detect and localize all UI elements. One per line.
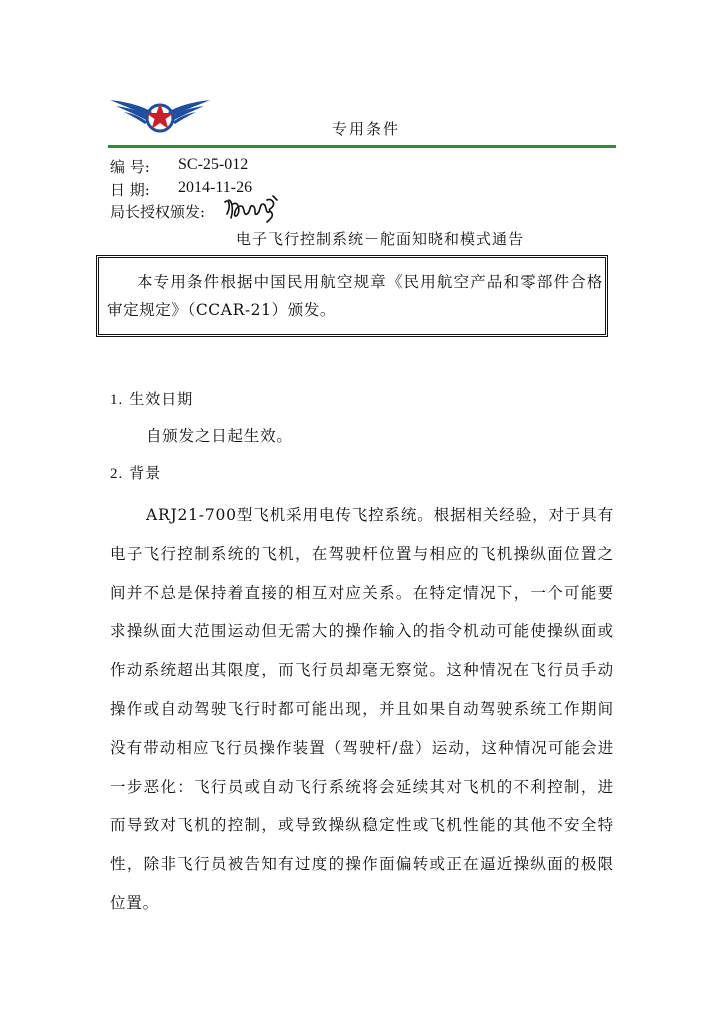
document-date-row [110, 179, 253, 200]
handwritten-signature [223, 192, 283, 224]
authorization-row [110, 201, 205, 222]
header-divider [108, 145, 616, 148]
document-number-label: 编 号: [110, 158, 150, 176]
section-number: 2. [110, 466, 124, 482]
issuance-notice-text: 本专用条件根据中国民用航空规章《民用航空产品和零部件合格审定规定》（CCAR-21）颁发。 [107, 273, 603, 319]
section-body-background: ARJ21-700型飞机采用电传飞控系统。根据相关经验，对于具有电子飞行控制系统的飞机，在驾驶杆位置与相应的飞机操纵面位置之间并不总是保持着直接的相互对应关系。在特定情况下，一个可能要求操纵面大范围运动但无需大的操作输入的指令机动可能使操纵面或作动系统超出其限度，而飞行员却毫无察觉。这种情况在飞行员手动操作或自动驾驶飞行时都可能出现，并且如果自动驾驶系统工作期间没有带动相应飞行员操作装置（驾驶杆/盘）运动，这种情况可能会进一步恶化：飞行员或自动飞行系统将会延续其对飞机的不利控制，进而导致对飞机的控制，或导致操纵稳定性或飞机性能的其他不安全特性，除非飞行员被告知有过度的操作面偏转或正在逼近操纵面的极限位置。 [110, 506, 614, 912]
section-body-effective-date: 自颁发之日起生效。 [146, 427, 293, 445]
section-number: 1. [110, 392, 124, 408]
document-number-row [110, 156, 249, 177]
section-heading-effective-date [110, 388, 193, 409]
document-title: 电子飞行控制系统－舵面知晓和模式通告 [235, 230, 524, 248]
document-date-label: 日 期: [110, 181, 150, 199]
section-title: 背景 [129, 464, 162, 482]
document-type-header: 专用条件 [332, 120, 401, 138]
section-title: 生效日期 [129, 390, 194, 408]
section-heading-background [110, 462, 161, 483]
document-number-value: SC-25-012 [178, 156, 249, 173]
issuance-notice-box [96, 255, 608, 337]
caac-logo [108, 94, 212, 136]
document-date-value: 2014-11-26 [178, 179, 253, 196]
authorization-label: 局长授权颁发: [110, 203, 206, 221]
